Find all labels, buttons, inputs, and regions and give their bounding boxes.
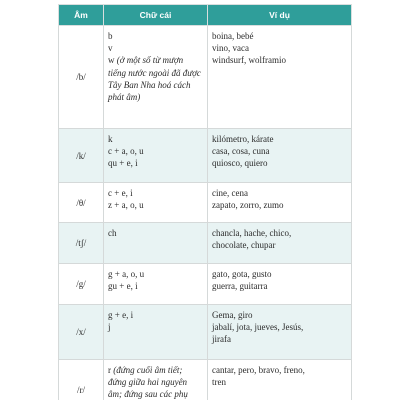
letter-item: v — [108, 43, 113, 54]
example-item: Gema, giro — [212, 310, 253, 320]
examples-cell — [208, 223, 352, 264]
example-item: cantar, pero, bravo, freno, — [212, 365, 305, 375]
table-row — [59, 183, 352, 223]
example-item: guerra, guitarra — [212, 281, 268, 292]
phoneme-table — [58, 4, 352, 400]
letter-item: ch — [108, 228, 117, 238]
sound-cell: /θ/ — [59, 183, 104, 223]
letter-note: (đứng cuối âm tiết; đứng giữa hai nguyên âm; đứng sau các phụ — [108, 365, 188, 400]
sound-cell: /g/ — [59, 264, 104, 305]
example-item: kilómetro, kárate — [212, 134, 274, 144]
letters-cell — [104, 129, 208, 183]
example-item: windsurf, wolframio — [212, 55, 286, 66]
example-item: cine, cena — [212, 188, 248, 198]
example-item: boina, bebé — [212, 31, 254, 41]
table-row — [59, 223, 352, 264]
letter-item: g + e, i — [108, 310, 134, 320]
sound-cell: /k/ — [59, 129, 104, 183]
examples-cell — [208, 360, 352, 400]
letter-item: qu + e, i — [108, 158, 138, 169]
letter-item: k — [108, 134, 113, 144]
letter-item: z + a, o, u — [108, 200, 144, 211]
example-item: jirafa — [212, 334, 231, 345]
table-row — [59, 264, 352, 305]
letter-item: c + e, i — [108, 188, 133, 198]
letters-cell — [104, 264, 208, 305]
example-item: quiosco, quiero — [212, 158, 268, 169]
example-item: chancla, hache, chico, — [212, 228, 292, 238]
example-item: tren — [212, 377, 226, 388]
letters-cell — [104, 183, 208, 223]
letter-item: j — [108, 322, 111, 333]
examples-cell — [208, 305, 352, 360]
example-item: casa, cosa, cuna — [212, 146, 270, 157]
table-header-row — [59, 5, 352, 26]
examples-cell — [208, 264, 352, 305]
table-row — [59, 26, 352, 129]
examples-cell — [208, 26, 352, 129]
examples-cell — [208, 183, 352, 223]
letters-cell — [104, 305, 208, 360]
example-item: chocolate, chupar — [212, 240, 276, 251]
letter-item: c + a, o, u — [108, 146, 144, 157]
letters-cell — [104, 360, 208, 400]
letters-cell — [104, 223, 208, 264]
sound-cell: /tʃ/ — [59, 223, 104, 264]
letter-item: r — [108, 365, 111, 375]
letters-cell — [104, 26, 208, 129]
example-item: zapato, zorro, zumo — [212, 200, 284, 211]
examples-cell — [208, 129, 352, 183]
header-letters: Chữ cái — [104, 5, 208, 26]
example-item: jabalí, jota, jueves, Jesús, — [212, 322, 304, 333]
sound-cell: /b/ — [59, 26, 104, 129]
letter-item: g + a, o, u — [108, 269, 145, 279]
letter-item: b — [108, 31, 113, 41]
letter-item: w — [108, 55, 115, 66]
letter-note: (ở một số từ mượn tiếng nước ngoài đã được Tây Ban Nha hoá cách phát âm) — [108, 55, 201, 103]
table-row — [59, 305, 352, 360]
example-item: vino, vaca — [212, 43, 249, 54]
table-row — [59, 360, 352, 400]
header-examples: Ví dụ — [208, 5, 352, 26]
sound-cell: /x/ — [59, 305, 104, 360]
letter-item: gu + e, i — [108, 281, 138, 292]
header-sound: Âm — [59, 5, 104, 26]
sound-cell: /r/ — [59, 360, 104, 400]
example-item: gato, gota, gusto — [212, 269, 272, 279]
table-row — [59, 129, 352, 183]
